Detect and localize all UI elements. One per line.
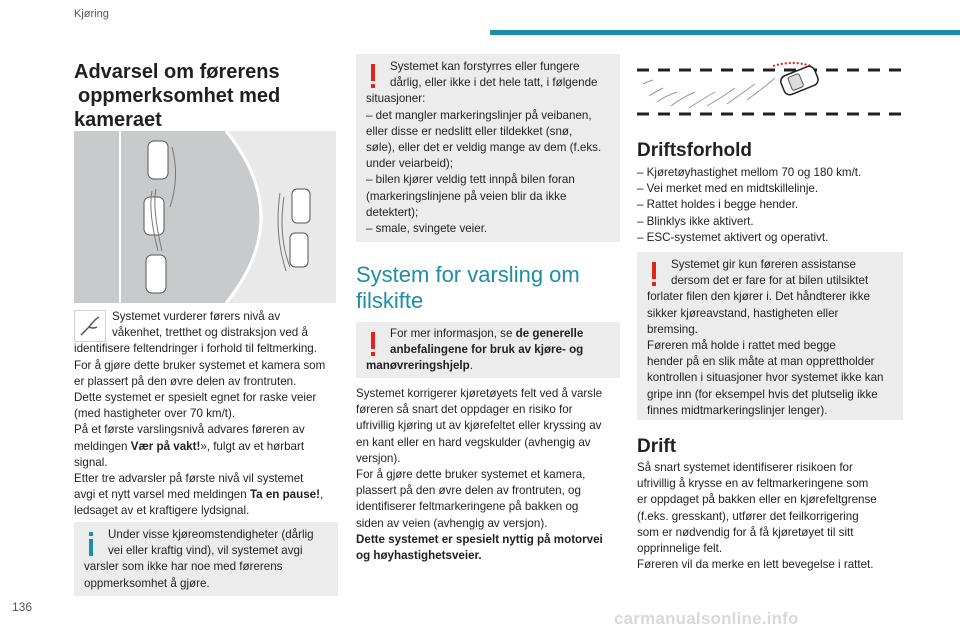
heading-operating-conditions: Driftsforhold — [637, 140, 753, 161]
body-line: (med hastigheter over 70 km/t). — [74, 407, 236, 421]
warning-line: gripe inn (for eksempel hvis det plutselig ikke — [647, 387, 878, 401]
body-line: våkenhet, tretthet og distraksjon ved å — [112, 326, 308, 340]
condition-item: – Blinklys ikke aktivert. — [637, 214, 754, 228]
body-line: som er nødvendig for å få kjøretøyet til sitt — [637, 525, 854, 539]
body-line-bold: og høyhastighetsveier. — [356, 549, 482, 563]
warning-line: dårlig, eller ikke i det hele tatt, i følgende — [390, 76, 598, 90]
reference-line — [366, 326, 618, 342]
road-camera-illustration — [74, 131, 336, 303]
section-title-lane-change — [356, 262, 620, 314]
body-line: For å gjøre dette bruker systemet et kamera som — [74, 358, 326, 372]
warning-line: Føreren må holde i rattet med begge — [647, 339, 836, 353]
body-line-message-1 — [74, 439, 338, 455]
info-line: varsler som ikke har noe med førerens — [84, 560, 283, 574]
reference-link[interactable]: manøvreringshjelp — [366, 359, 470, 373]
title-line: kameraet — [74, 109, 162, 131]
body-line: en kant eller en hard vegskulder (avhengig av — [356, 435, 591, 449]
body-line: For å gjøre dette bruker systemet et kamera, — [356, 468, 586, 482]
section-label: Kjøring — [74, 8, 109, 20]
body-line: identifisere feltendringer i forhold til feltmerking. — [74, 342, 317, 356]
body-line-message-2 — [74, 487, 338, 503]
page-number: 136 — [12, 600, 33, 614]
body-line: signal. — [74, 455, 108, 469]
reference-link[interactable]: de generelle — [515, 327, 584, 340]
warning-box — [356, 54, 620, 242]
condition-item: – ESC-systemet aktivert og operativt. — [637, 230, 829, 244]
warning-line: kontrollen i situasjoner hvor systemet ikke kan — [647, 371, 884, 385]
warning-line: situasjoner: — [366, 92, 426, 106]
warning-box-assist — [637, 252, 903, 420]
body-line: Dette systemet er spesielt egnet for raske veier — [74, 391, 317, 405]
warning-line: sikker kjøreavstand, hastigheten eller — [647, 306, 839, 320]
body-line: identifiserer feltmarkeringene på bakken og — [356, 500, 579, 514]
body-line: Systemet vurderer førers nivå av — [112, 310, 281, 323]
title-line: oppmerksomhet med — [78, 85, 281, 107]
text: », fulgt av et hørbart — [200, 439, 305, 453]
condition-item: – Kjøretøyhastighet mellom 70 og 180 km/t. — [637, 166, 862, 179]
warning-line: – det mangler markeringslinjer på veibanen, — [366, 108, 592, 122]
text: . — [469, 359, 473, 373]
message-text: Vær på vakt! — [130, 439, 201, 453]
body-line: er plassert på den øvre delen av frontruten. — [74, 374, 297, 388]
condition-item: – Vei merket med en midtskillelinje. — [637, 182, 819, 196]
text: avgi et nytt varsel med meldingen — [74, 488, 250, 502]
warning-line: under veiarbeid); — [366, 157, 454, 171]
warning-line: hender på en slik måte at man opprettholder — [647, 355, 875, 369]
title-line: System for varsling om — [356, 262, 580, 287]
body-line: ledsaget av et kraftigere lydsignal. — [74, 504, 250, 518]
body-line: siden av veien (avhengig av versjon). — [356, 516, 548, 530]
section-title-attention — [74, 60, 334, 132]
text: meldingen — [74, 439, 131, 453]
body-line: er oppdaget på bakken eller en kjørefeltgrense — [637, 493, 877, 507]
watermark-text: carmanualsonline.info — [614, 609, 799, 628]
warning-line: eller disse er nedslitt eller tildekket (snø, — [366, 124, 573, 138]
body-line: opprinnelige felt. — [637, 542, 723, 556]
warning-line: forlater filen den kjører i. Det håndterer ikke — [647, 290, 870, 304]
info-box — [74, 522, 338, 596]
info-line: oppmerksomhet å gjøre. — [84, 576, 210, 590]
warning-line: bremsing. — [647, 322, 698, 336]
body-line: føreren så snart det oppdager en risiko for — [356, 403, 573, 417]
header-accent-bar — [490, 30, 960, 35]
body-line: versjon). — [356, 451, 401, 465]
reference-box — [356, 322, 620, 378]
heading-operation: Drift — [637, 436, 677, 457]
title-line: filskifte — [356, 288, 424, 313]
info-line: Under visse kjøreomstendigheter (dårlig — [108, 528, 314, 541]
warning-line: søle), eller det er veldig mange av dem (f.eks. — [366, 141, 602, 155]
body-line: Etter tre advarsler på første nivå vil systemet — [74, 472, 304, 486]
message-text: Ta en pause! — [249, 488, 320, 502]
warning-line: dersom det er fare for at bilen utilsiktet — [671, 274, 869, 288]
warning-line: – bilen kjører veldig tett innpå bilen foran — [366, 173, 575, 187]
warning-line: Systemet kan forstyrres eller fungere — [390, 60, 580, 73]
body-line: ufrivillig kjøring ut av kjørefeltet eller kryssing av — [356, 419, 602, 433]
reference-link[interactable]: anbefalingene for bruk av kjøre- og — [390, 343, 584, 357]
body-line: Føreren vil da merke en lett bevegelse i rattet. — [637, 558, 874, 572]
body-line-bold: Dette systemet er spesielt nyttig på motorvei — [356, 532, 603, 546]
text: For mer informasjon, se — [390, 327, 516, 340]
warning-line: detektert); — [366, 205, 419, 219]
lane-departure-illustration — [637, 58, 903, 120]
body-line: Systemet korrigerer kjøretøyets felt ved å varsle — [356, 387, 603, 400]
body-line: ufrivillig å krysse en av feltmarkeringene som — [637, 477, 869, 491]
warning-line: (markeringslinjene på veien blir da ikke — [366, 189, 567, 203]
reference-line — [366, 358, 618, 374]
text: , — [319, 488, 324, 502]
info-line: vei eller kraftig vind), vil systemet avgi — [108, 544, 303, 558]
condition-item: – Rattet holdes i begge hender. — [637, 198, 799, 212]
warning-line: finnes midtmarkeringslinjer lenger). — [647, 403, 828, 417]
body-line: På et første varslingsnivå advares føreren av — [74, 423, 305, 437]
body-line: (f.eks. gresskant), utfører det feilkorrigering — [637, 509, 859, 523]
warning-line: – smale, svingete veier. — [366, 222, 488, 236]
body-line: Så snart systemet identifiserer risikoen for — [637, 461, 853, 474]
title-line: Advarsel om førerens — [74, 61, 280, 83]
road-svg — [74, 131, 336, 303]
body-line: plassert på den øvre delen av frontruten, og — [356, 484, 581, 498]
warning-line: Systemet gir kun føreren assistanse — [671, 258, 856, 271]
